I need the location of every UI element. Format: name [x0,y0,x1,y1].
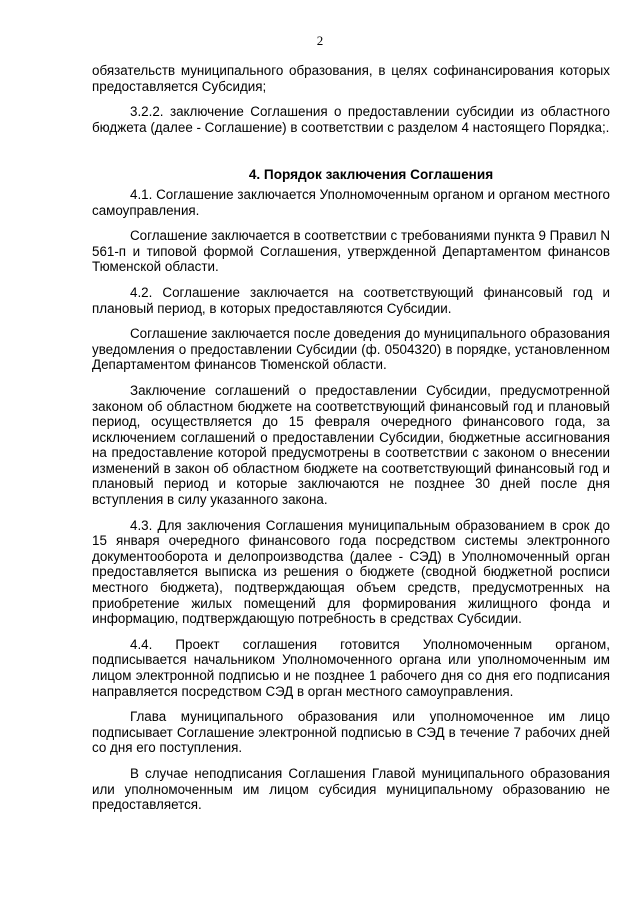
paragraph-3-2-2: 3.2.2. заключение Соглашения о предоставлении субсидии из областного бюджета (далее - Соглашение) в соответствии с разделом 4 настоящего Порядка;. [92,104,610,135]
paragraph-continuation: обязательств муниципального образования, в целях софинансирования которых предоставляется Субсидия; [92,63,610,94]
paragraph-4-4: 4.4. Проект соглашения готовится Уполномоченным органом, подписывается начальником Уполномоченного органа или уполномоченным им лицом электронной подписью и не позднее 1 рабочего дня со дня его подписания направляется посредством СЭД в орган местного самоуправления. [92,636,610,699]
paragraph-4-1: 4.1. Соглашение заключается Уполномоченным органом и органом местного самоуправления. [92,186,610,218]
page-number: 2 [316,33,324,48]
document-body [92,63,610,813]
paragraph-4-3: 4.3. Для заключения Соглашения муниципальным образованием в срок до 15 января очередного финансового года посредством системы электронного документооборота и делопроизводства (далее - СЭД) в Уполномоченный орган предоставляется выписка из решения о бюджете (сводной бюджетной росписи местного бюджета), подтверждающая объем средств, предусмотренных на приобретение жилых помещений для формирования жилищного фонда и информацию, подтверждающую потребность в средствах Субсидии. [92,517,610,627]
paragraph: Глава муниципального образования или уполномоченное им лицо подписывает Соглашение электронной подписью в СЭД в течение 7 рабочих дней со дня его поступления. [92,709,610,756]
section-heading: 4. Порядок заключения Соглашения [248,167,494,183]
paragraph: Соглашение заключается после доведения до муниципального образования уведомления о предоставлении Субсидии (ф. 0504320) в порядке, установленном Департаментом финансов Тюменской области. [92,326,610,373]
paragraph: Заключение соглашений о предоставлении Субсидии, предусмотренной законом об областном бюджете на соответствующий финансовый год и плановый период, осуществляется до 15 февраля очередного финансового года, за исключением соглашений о предоставлении Субсидии, бюджетные ассигнования на предоставление которой предусмотрены в соответствии с законом о внесении изменений в закон об областном бюджете на соответствующий финансовый год и плановый период и которые заключаются не позднее 30 дней после дня вступления в силу указанного закона. [92,382,610,508]
paragraph: Соглашение заключается в соответствии с требованиями пункта 9 Правил N 561-п и типовой формой Соглашения, утвержденной Департаментом финансов Тюменской области. [92,228,610,275]
paragraph: В случае неподписания Соглашения Главой муниципального образования или уполномоченным им лицом субсидия муниципальному образованию не предоставляется. [92,765,610,813]
paragraph-4-2: 4.2. Соглашение заключается на соответствующий финансовый год и плановый период, в которых предоставляются Субсидии. [92,284,610,316]
